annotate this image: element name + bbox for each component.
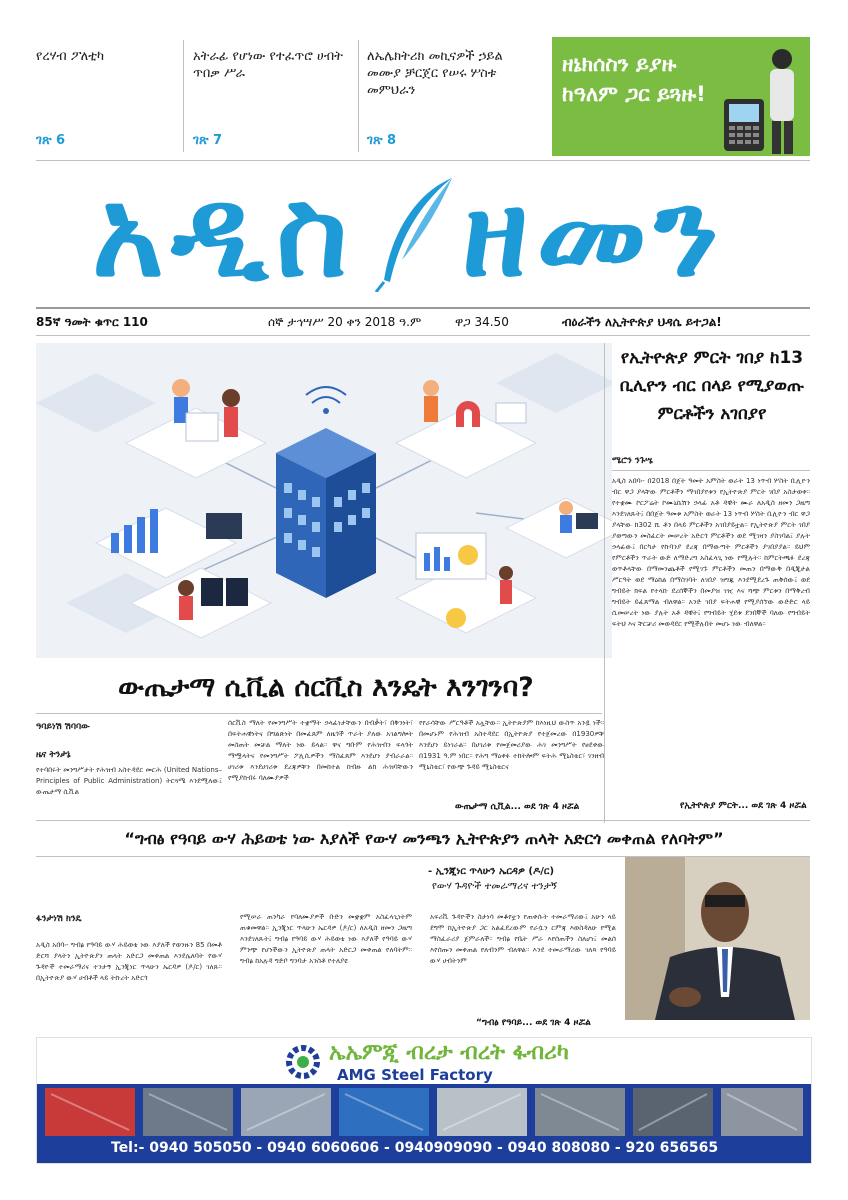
- isometric-network-illustration: [36, 343, 612, 658]
- issue-date: ሰኞ ታኅሣሥ 20 ቀን 2018 ዓ.ም: [268, 315, 422, 329]
- right-story-continue[interactable]: የኢትዮጵያ ምርት... ወደ ገጽ 4 ዞሯል: [680, 801, 807, 811]
- masthead-title-right: ዘመን: [462, 162, 727, 304]
- top-advertisement[interactable]: [552, 37, 810, 156]
- quote-story-col-3: አፍሪቪ ጉዳዮችን ስታነሳ መቆየቷን የጠቀሱት ተመራማሪው፤ አሁን ላይ ደግሞ ከኢትዮጵያ ጋር አልፈደረውም የራሷን ርምጃ እወስዳለሁ የሚል ማስፈራሪያ ጀምራለች። ግብፅ የቤት ሥራ እየሰጠችን ስለሆነ፤ መልሰ እየሰጡን መቀጠል የለብንም ብለዋል። እንደ ተመራማሪው ገለጻ የዓባይ ውሃ ሀብትንም: [430, 913, 616, 965]
- lead-story-col-2: ሰርቪስ ማለት የመንግሥት ተቋማት ኃላፊነታቸውን በብቃት፣ በቅንነት፣ በፍትሐዊነትና በግልጽነት በመፈጸም ለዜጎች ጥራት ያለው አገልግሎት መስጠት መቻል ማለት ነው ይላል። ዋና ግቡም የሕዝብን ፍላጎት ማሟላትና የመንግሥት ፖሊሲዎችን ማስፈጸም እንደሆነ ያብራራል። ሀገሪቱ እንደሀገሪቱ ደረጃዎቹን በመከተል ከብዙ ልክ ሕዝባቸውን የሚያከብሩ ባለሙያዎች: [228, 719, 413, 782]
- lead-story-headline[interactable]: ውጤታማ ሲቪል ሰርቪስ እንዴት እንገንባ?: [118, 672, 534, 703]
- quote-story-headline[interactable]: “ግብፅ የዓባይ ውሃ ሕይወቴ ነው እያለች የውሃ መንጫን ኢትዮጵያን ጠላት አድርጎ መቀጠል የለባትም”: [124, 829, 724, 848]
- ad-company-amharic: ኤኤምጂ ብረታ ብረት ፋብሪካ: [329, 1040, 569, 1065]
- quote-story-continue[interactable]: “ግብፅ የዓባይ... ወደ ገጽ 4 ዞሯል: [476, 1018, 591, 1028]
- teaser-3-title: ለኤሌክትሪክ መኪናዎች ኃይል መሙያ ቻርጀር የሠሩ ሦስቱ መምህራን: [367, 49, 503, 98]
- quote-speaker-title: የውሃ ጉዳዮች ተመራማሪና ተንታኝ: [432, 881, 557, 892]
- teaser-3-page[interactable]: ገጽ 8: [367, 133, 397, 148]
- feather-icon: [370, 172, 460, 292]
- divider: [604, 343, 605, 823]
- steel-products-illustration: [37, 1084, 811, 1140]
- lead-story-col-3: የየራሳቸው ሥርዓቶች አሏቸው። ኢትዮጵያም ከእነዚህ ውስጥ አንዷ ነች። በመሆኑም የሕዝብ አስተዳደር በኢትዮጵያ የተጀመረው በ1930ዎቹ እንደሆነ ይነገራል። በሀገሪቱ የመጀመሪያው ሕገ መንግሥት የፀደቀው በ1931 ዓ.ም ነበር። የሕግ ማዕቀፉ ተከትሎም ፍትሕ ሚኒስቴር፣ ገንዘብ ሚኒስቴር፣ የውጭ ጉዳይ ሚኒስቴርና: [419, 719, 604, 771]
- divider: [36, 713, 602, 714]
- issue-volume: 85ኛ ዓመት ቁጥር 110: [36, 315, 148, 329]
- teaser-2[interactable]: [193, 48, 343, 82]
- ad-company-english: AMG Steel Factory: [337, 1066, 493, 1084]
- steel-products-banner: [37, 1084, 811, 1163]
- lead-story-col-1: የተባበሩት መንግሥታት የሕዝብ አስተዳደር መርሕ (United Nations– Principles of Public Administration) ትርጓሜ እንደሚለው፤ ውጤታማ ሲቪል: [36, 766, 222, 796]
- lead-illustration: [36, 343, 612, 658]
- right-story-byline: ሜሮን ንጉሤ: [612, 456, 653, 466]
- right-story-headline[interactable]: የኢትዮጵያ ምርት ገበያ ከ13 ቢሊዮን ብር በላይ የሚያወጡ ምርቶችን አገበያየ: [619, 348, 805, 424]
- teaser-3[interactable]: [367, 48, 537, 99]
- ad-phone-numbers: Tel:- 0940 505050 - 0940 6060606 - 0940909090 - 0940 808080 - 920 656565: [111, 1140, 719, 1156]
- teaser-2-title: አትራፊ የሆነው የተፈጥሮ ሀብት ጥበቃ ሥራ: [193, 49, 343, 81]
- quote-speaker-name: - ኢንጂነር ጥላሁን ኤርዳዎ (ዶ/ር): [428, 866, 555, 877]
- divider: [36, 820, 810, 821]
- slogan: ብዕራችን ለኢትዮጵያ ህዳሴ ይተጋል!: [562, 315, 722, 329]
- quote-story-byline: ፋንታነሽ ክንዴ: [36, 914, 82, 924]
- person-portrait-illustration: [625, 857, 810, 1020]
- teaser-2-page[interactable]: ገጽ 7: [193, 133, 223, 148]
- lead-story-kicker: ዜና ትንታኔ: [36, 750, 71, 760]
- divider: [36, 160, 810, 161]
- lead-story-byline: ዓባይነሽ ሽባባው: [36, 722, 90, 732]
- divider: [183, 40, 184, 152]
- quote-story-col-2: የሚሠራ ጠንካራ የባለሙያዎች ቡድን መቋቋም አስፈላጊነትም ጠቁመዋል። ኢንጂነር ጥላሁን ኤርዳዎ (ዶ/ር) ለአዲስ ዘመን ጋዜጣ እንደገለጹት፤ ግብፅ የዓባይ ውሃ ሕይወቴ ነው እያለች የዓባይ ውሃ ምንጭ የሆነችውን ኢትዮጵያ ጠላት አድርጋ መቀጠል የለባትም። ግብፅ ከአሉዳ ግድቦ ግንባታ አንስቶ የተለያዩ: [240, 913, 412, 965]
- teaser-1[interactable]: [36, 48, 176, 65]
- divider: [36, 307, 810, 309]
- quote-story-col-1: አዲስ አበባ፡- ግብፅ የዓባይ ውሃ ሕይወቴ ነው እያለች የወንዙን 85 በመቶ ድርሻ ያላትን ኢትዮጵያን ጠላት አድርጋ መቀጠል እንደሌለባት የውሃ ጉዳዮች ተመራማሪና ተንታኝ ኢንጂነር ጥላሁን ኤርዳዎ (ዶ/ር) ገለጹ። በኢትዮጵያ ውሃ ሀብቶች ላይ ትኩረት አድርጎ: [36, 941, 222, 982]
- gear-logo-icon: [283, 1042, 323, 1082]
- speaker-portrait: [625, 857, 810, 1020]
- divider: [36, 335, 810, 336]
- teaser-1-title: የረሃብ ፖለቲካ: [36, 49, 105, 64]
- phone-illustration: [720, 37, 810, 156]
- masthead-title-left: አዲስ: [92, 162, 356, 304]
- lead-story-continue[interactable]: ውጤታማ ሲቪል... ወደ ገጽ 4 ዞሯል: [455, 802, 580, 812]
- bottom-advertisement[interactable]: [36, 1037, 812, 1164]
- divider: [358, 40, 359, 152]
- ad-text: ዘኔክሰስን ይያዙ ከዓለም ጋር ይጓዙ!: [562, 52, 706, 106]
- teaser-1-page[interactable]: ገጽ 6: [36, 133, 66, 148]
- issue-price: ዋጋ 34.50: [455, 315, 509, 329]
- divider: [612, 470, 810, 471]
- right-story-body: አዲስ አበባ፡- በ2018 በጀት ዓመት አምስት ወራት 13 ነጥብ ሦስት ቢሊዮን ብር ዋጋ ያላቸው ምርቶችን ማገበያየቱን የኢትዮጵያ ምርት ገበያ አስታወቀ። የተቋሙ ኮርፖሬት ኮሙኒኬሽን ኃላፊ አቶ ዳዊት ሙራ ለአዲስ ዘመን ጋዜጣ እንደገለጹት፤ በበጀት ዓመቱ አምስት ወራት 13 ነጥብ ሦስት ቢሊዮን ብር ዋጋ ያላቸው ከ302 ሺ ቶን በላይ ምርቶችን አገበያይቷል። የኢትዮጵያ ምርት ገበያ ያወጣውን መስፈርት መሠረት አድርጎ ምርቶችን ወደ ሚገዛን ያስገባል፤ ያሉት ኃላፊው፤ በርካታ የኩባንያ ደረጃ በማውጣት ምርቶችን ያገበያያል። ይህም የምርቶችን ጥራት ውድ ለማድረግ አስፈላጊ ነው የሚሉት። ከምርትጫፉ ደረጃ ወጥቶላቸው በማመንጨቶች የሚገኙ ምርቶችን መጠን በማውቅ በዲጂታል ሥርዓት ወደ ማዕከል በማስገባት ለገበያ ዝግጁ እንደሚደረጉ ጠቅሰው፤ ወደ ግብይት ክፍል የተላኩ ደረሰኞችን በመያዝ ገዢ እና ሻጭ ምርቱን በማቅረብ ግብይት ይፈጸማል ብለዋል። አንድ ገበያ ፍትሐዊ የሚያሰኘው ውድድር ላይ ሲመሠረት ነው ያሉት አቶ ዳዊት፤ የግብይት ሂደቱ ደንበኞች ባለው የግብይት ፍትህ እና ቸርቻሪ መወዳደር የሚችሉበት መሆኑ ነው ብለዋል።: [612, 477, 810, 628]
